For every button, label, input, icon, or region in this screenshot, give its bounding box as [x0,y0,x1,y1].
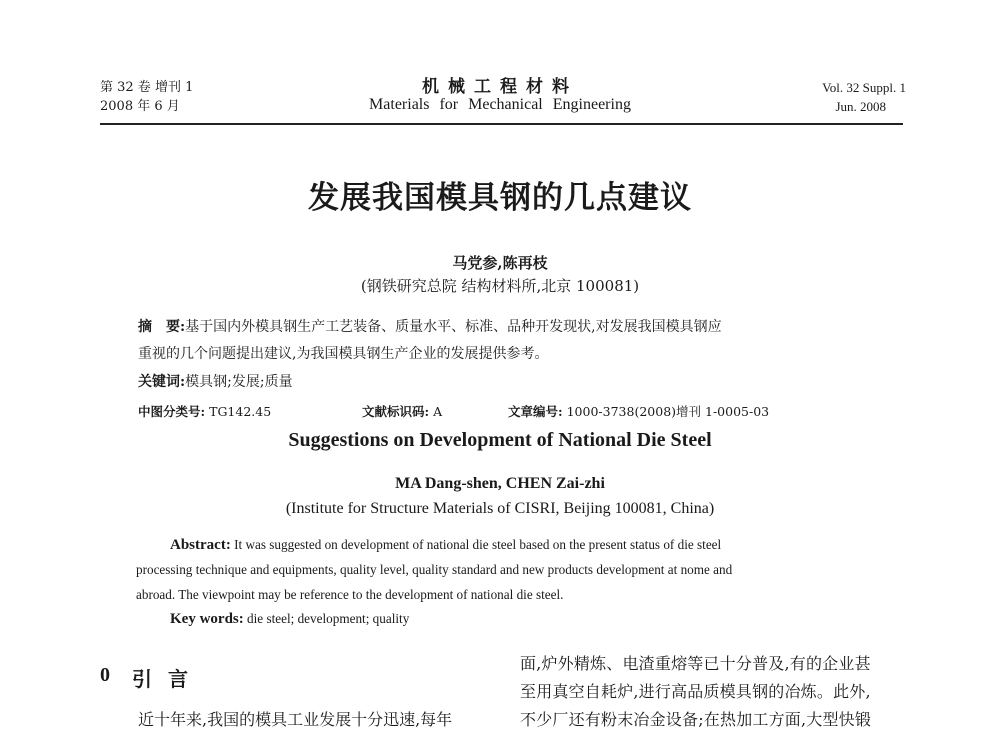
doc-code-value: A [433,404,443,419]
article-number [508,401,769,422]
clc-value: TG142.45 [209,404,272,419]
section-title: 引言 [132,667,204,691]
body-right-line3: 不少厂还有粉末冶金设备;在热加工方面,大型快锻 [520,710,872,729]
clc-label: 中图分类号: [138,404,206,419]
article-number-label: 文章编号: [508,404,563,419]
keywords-cn-value: 模具钢;发展;质量 [185,374,293,390]
abstract-en-line2: processing technique and equipments, quality level, quality standard and new products development at nome and [136,562,733,577]
keywords-en [170,611,409,628]
title-cn: 发展我国模具钢的几点建议 [308,180,692,216]
publication-date-cn: 2008 年 6 月 [100,99,180,114]
journal-name-cn: 机械工程材料 [422,77,578,97]
affiliation-cn: (钢铁研究总院 结构材料所,北京 100081) [360,277,640,295]
article-number-value: 1000-3738(2008)增刊 1-0005-03 [566,404,770,419]
abstract-cn-label: 摘 要: [138,319,186,335]
authors-cn: 马党参,陈再枝 [452,254,548,272]
keywords-en-label: Key words: [170,611,244,627]
abstract-en-line1: It was suggested on development of national die steel based on the present status of die steel [234,537,722,552]
abstract-en [170,537,721,554]
abstract-en-line3: abroad. The viewpoint may be reference to the development of national die steel. [136,587,564,602]
keywords-cn-label: 关键词: [138,374,186,390]
affiliation-en: (Institute for Structure Materials of CISRI, Beijing 100081, China) [285,500,715,517]
journal-name-en: Materials for Mechanical Engineering [369,96,631,113]
volume-issue-en: Vol. 32 Suppl. 1 [822,80,906,95]
authors-en: MA Dang-shen, CHEN Zai-zhi [395,475,605,492]
volume-issue: 第 32 卷 增刊 1 [100,80,194,95]
section-number: 0 [100,664,110,686]
keywords-en-value: die steel; development; quality [247,611,410,626]
body-left-line1: 近十年来,我国的模具工业发展十分迅速,每年 [138,710,453,729]
abstract-en-label: Abstract: [170,537,231,553]
title-en: Suggestions on Development of National Die Steel [288,429,712,451]
abstract-cn-line1: 基于国内外模具钢生产工艺装备、质量水平、标准、品种开发现状,对发展我国模具钢应 [185,319,722,335]
doc-code-label: 文献标识码: [362,404,430,419]
document-code [362,401,442,422]
body-right-line2: 至用真空自耗炉,进行高品质模具钢的冶炼。此外, [520,682,871,701]
keywords-cn [138,372,293,393]
publication-date-en: Jun. 2008 [835,99,886,114]
abstract-cn [138,317,722,338]
body-right-line1: 面,炉外精炼、电渣重熔等已十分普及,有的企业甚 [520,654,871,673]
header-rule [100,123,903,125]
clc-number [138,401,271,422]
abstract-cn-line2: 重视的几个问题提出建议,为我国模具钢生产企业的发展提供参考。 [138,346,549,362]
